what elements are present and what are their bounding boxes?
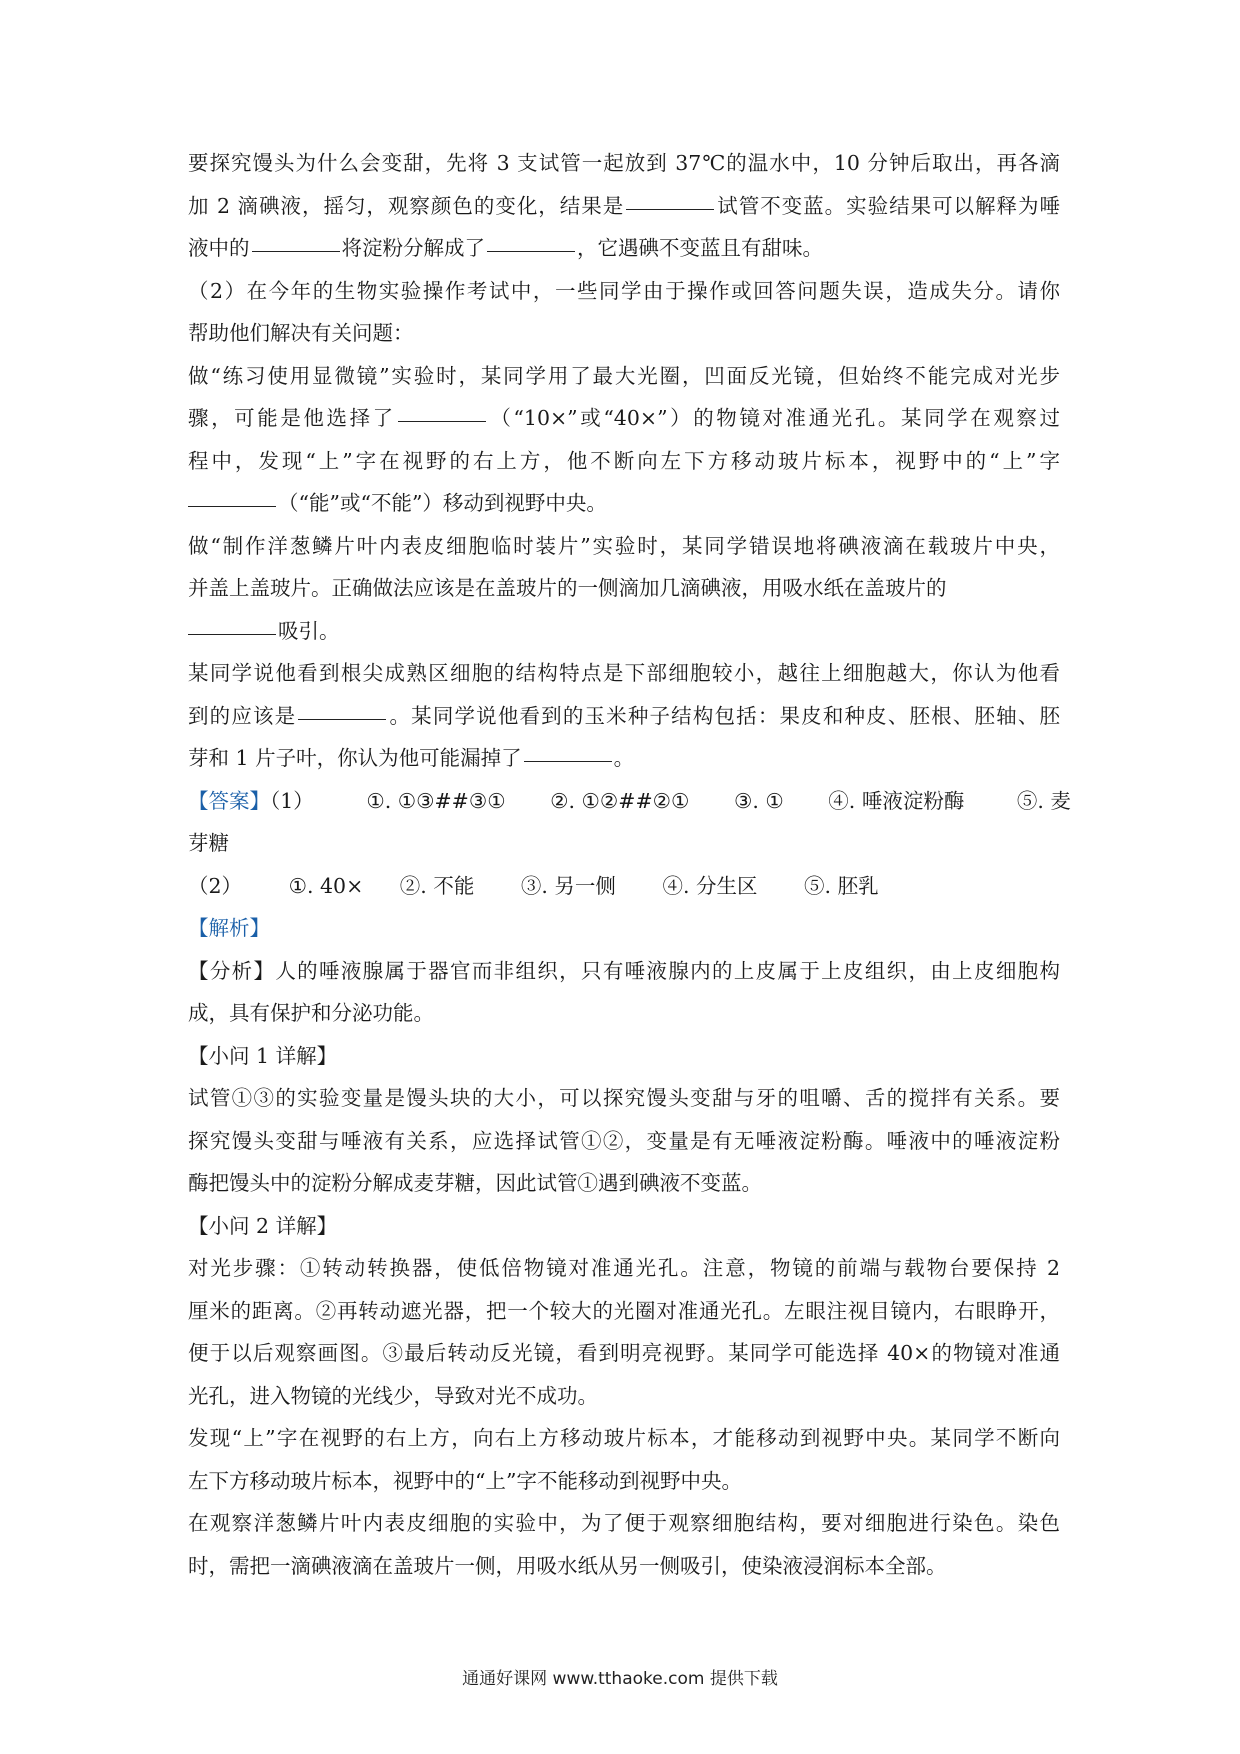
section-heading: 【小问 1 详解】 [188, 1043, 338, 1068]
analysis-line: 左下方移动玻片标本，视野中的“上”字不能移动到视野中央。 [188, 1468, 742, 1493]
text-line: 某同学说他看到根尖成熟区细胞的结构特点是下部细胞较小，越往上细胞越大，你认为他看 [188, 661, 1060, 685]
fill-blank [298, 718, 386, 720]
answer-part-label: （2） [188, 873, 243, 898]
answer-item: ②. ①②##②① [550, 788, 690, 813]
answer-item: ①. 40× [288, 873, 364, 898]
text-line: 帮助他们解决有关问题： [188, 321, 414, 345]
fill-blank [487, 250, 575, 252]
answer-item: ⑤. 麦 [1016, 788, 1071, 813]
analysis-line: 便于以后观察画图。③最后转动反光镜，看到明亮视野。某同学可能选择 40×的物镜对准通 [188, 1341, 1060, 1365]
analysis-line: 试管①③的实验变量是馒头块的大小，可以探究馒头变甜与牙的咀嚼、舌的搅拌有关系。要 [188, 1086, 1060, 1110]
text-line: 要探究馒头为什么会变甜，先将 3 支试管一起放到 37℃的温水中，10 分钟后取出，再各滴 [188, 151, 1060, 175]
text-segment: 到的应该是 [188, 703, 297, 728]
text-segment: （“10×”或“40×”）的物镜对准通光孔。某同学在观察过 [487, 406, 1060, 430]
analysis-line: 酶把馒头中的淀粉分解成麦芽糖，因此试管①遇到碘液不变蓝。 [188, 1171, 762, 1195]
text-segment: 加 2 滴碘液，摇匀，观察颜色的变化，结果是 [188, 193, 625, 218]
answer-item: ②. 不能 [399, 873, 475, 898]
text-segment: 液中的 [188, 236, 250, 260]
analysis-line: 厘米的距离。②再转动遮光器，把一个较大的光圈对准通光孔。左眼注视目镜内，右眼睁开， [188, 1298, 1060, 1323]
fill-blank [524, 760, 612, 762]
fill-blank [252, 250, 340, 252]
fill-blank [188, 505, 276, 507]
text-segment: 试管不变蓝。实验结果可以解释为唾 [716, 193, 1060, 218]
section-heading: 【小问 2 详解】 [188, 1213, 338, 1238]
text-line [188, 185, 1060, 228]
answer-item: ⑤. 胚乳 [804, 873, 879, 898]
analysis-line: 发现“上”字在视野的右上方，向右上方移动玻片标本，才能移动到视野中央。某同学不断向 [188, 1426, 1060, 1450]
text-line [188, 695, 1060, 738]
text-line [188, 227, 1060, 270]
answer-item: ③. ① [733, 788, 784, 813]
answer-item: ④. 唾液淀粉酶 [828, 788, 965, 813]
text-line [188, 397, 1060, 440]
analysis-line: 【分析】人的唾液腺属于器官而非组织，只有唾液腺内的上皮属于上皮组织，由上皮细胞构 [188, 958, 1060, 983]
document-body [188, 142, 1071, 1587]
analysis-line: 光孔，进入物镜的光线少，导致对光不成功。 [188, 1383, 598, 1408]
analysis-tag: 【解析】 [188, 916, 270, 940]
analysis-line: 时，需把一滴碘液滴在盖玻片一侧，用吸水纸从另一侧吸引，使染液浸润标本全部。 [188, 1553, 947, 1578]
text-line: 程中，发现“上”字在视野的右上方，他不断向左下方移动玻片标本，视野中的“上”字 [188, 448, 1060, 473]
text-segment: 。 [613, 746, 635, 770]
text-line [188, 610, 1060, 653]
analysis-line: 探究馒头变甜与唾液有关系，应选择试管①②，变量是有无唾液淀粉酶。唾液中的唾液淀粉 [188, 1128, 1060, 1153]
text-segment: 将淀粉分解成了 [341, 236, 485, 260]
answer-line: 芽糖 [188, 831, 229, 855]
text-segment: 芽和 1 片子叶，你认为他可能漏掉了 [188, 746, 522, 770]
answer-part-label: （1） [270, 788, 314, 813]
answer-tag: 【答案】 [188, 788, 270, 813]
analysis-line: 在观察洋葱鳞片叶内表皮细胞的实验中，为了便于观察细胞结构，要对细胞进行染色。染色 [188, 1511, 1060, 1535]
text-line [188, 482, 1060, 525]
page-footer: 通通好课网 www.tthaoke.com 提供下载 [462, 1669, 778, 1689]
text-line: 做“练习使用显微镜”实验时，某同学用了最大光圈，凹面反光镜，但始终不能完成对光步 [188, 363, 1060, 388]
text-line: 并盖上盖玻片。正确做法应该是在盖玻片的一侧滴加几滴碘液，用吸水纸在盖玻片的 [188, 576, 947, 600]
analysis-line: 对光步骤：①转动转换器，使低倍物镜对准通光孔。注意，物镜的前端与载物台要保持 2 [188, 1256, 1060, 1280]
text-segment: 吸引。 [278, 618, 340, 643]
answer-line [188, 865, 1060, 908]
analysis-line: 成，具有保护和分泌功能。 [188, 1001, 434, 1025]
answer-item: ③. 另一侧 [520, 873, 616, 898]
text-segment: ，它遇碘不变蓝且有甜味。 [577, 236, 823, 260]
text-segment: 骤，可能是他选择了 [188, 406, 396, 430]
text-line [188, 737, 1060, 780]
fill-blank [188, 633, 276, 635]
text-segment: （“能”或“不能”）移动到视野中央。 [278, 491, 607, 515]
answer-item: ④. 分生区 [662, 873, 758, 898]
text-line: （2）在今年的生物实验操作考试中，一些同学由于操作或回答问题失误，造成失分。请你 [188, 278, 1060, 303]
fill-blank [626, 208, 714, 210]
text-segment: 。某同学说他看到的玉米种子结构包括：果皮和种皮、胚根、胚轴、胚 [388, 703, 1061, 728]
answer-line [188, 780, 1071, 823]
text-line: 做“制作洋葱鳞片叶内表皮细胞临时装片”实验时，某同学错误地将碘液滴在载玻片中央， [188, 533, 1060, 558]
answer-item: ①. ①③##③① [366, 788, 506, 813]
fill-blank [398, 420, 486, 422]
